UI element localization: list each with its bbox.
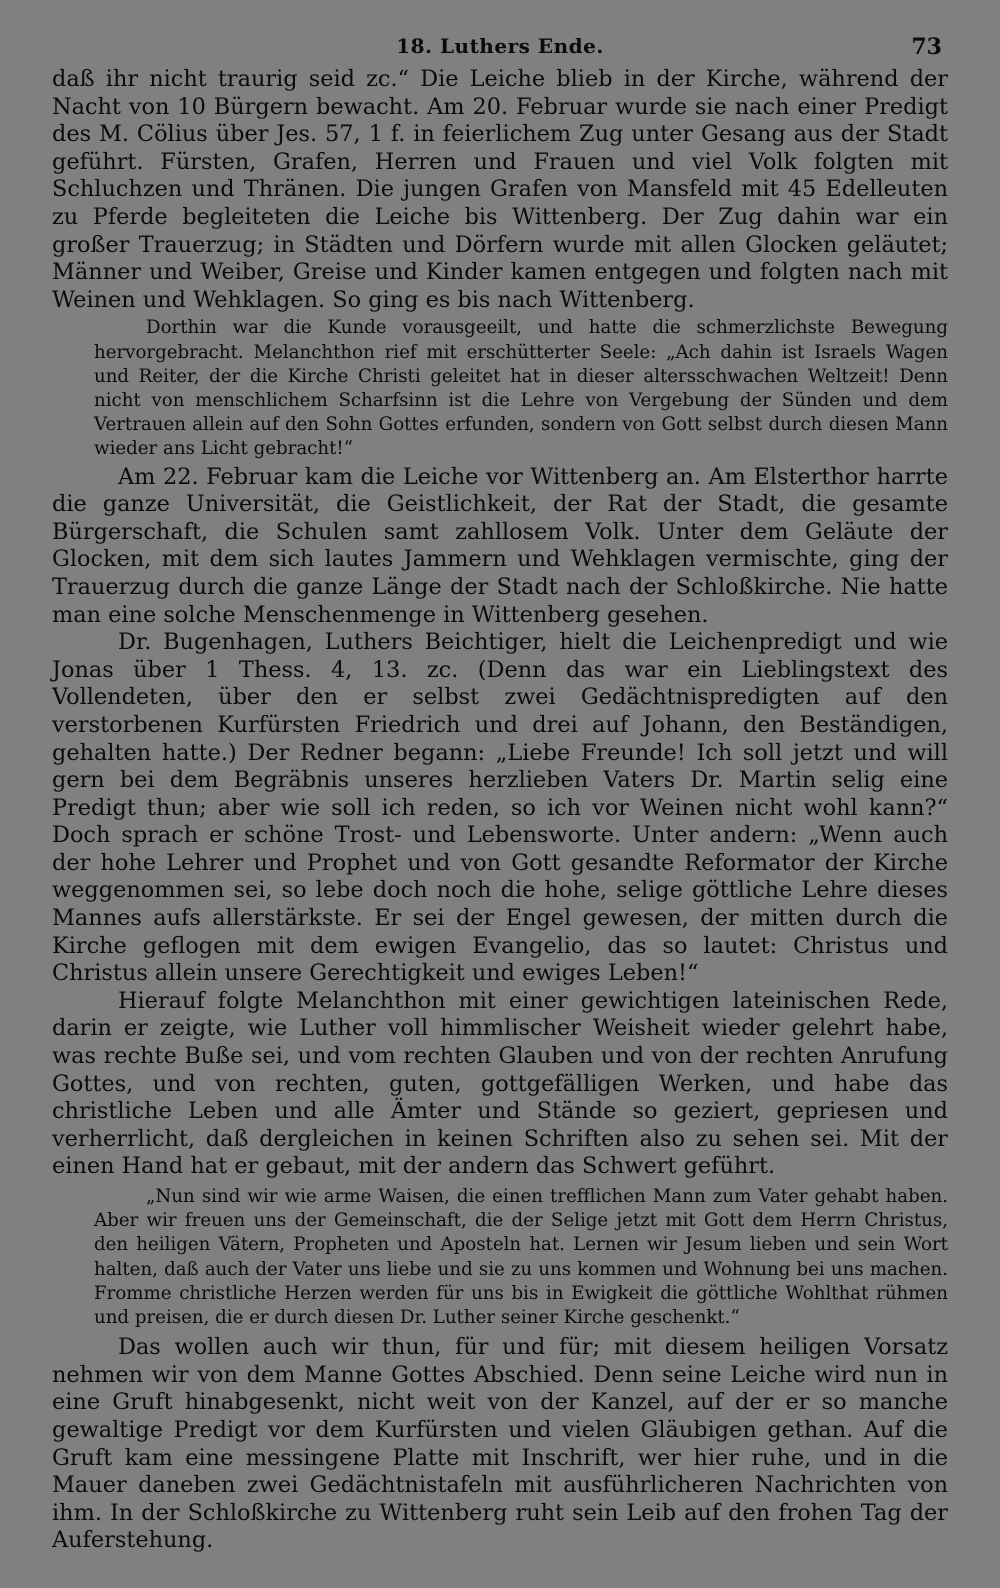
paragraph-arrival-wittenberg: Am 22. Februar kam die Leiche vor Wittenberg an. Am Elsterthor harrte die ganze Universität, die Geistlichkeit, der Rat der Stadt, die gesamte Bürgerschaft, die Schulen samt zahllosem Volk. Unter dem Geläute der Glocken, mit dem sich lautes Jammern und Wehklagen vermischte, ging der Trauerzug durch die ganze Länge der Stadt nach der Schloßkirche. Nie hatte man eine solche Menschenmenge in Wittenberg gesehen. [52, 463, 948, 628]
running-header [52, 30, 948, 66]
quote-melanchthon-lament: Dorthin war die Kunde vorausgeeilt, und hatte die schmerzlichste Bewegung hervorgebracht. Melanchthon rief mit erschütterter Seele: „Ach dahin ist Israels Wagen und Reiter, der die Kirche Christi geleitet hat in dieser altersschwachen Weltzeit! Denn nicht von menschlichem Scharfsinn ist die Lehre von Vergebung der Sünden und dem Vertrauen allein auf den Sohn Gottes erfunden, sondern von Gott selbst durch diesen Mann wieder ans Licht gebracht!“ [94, 317, 948, 460]
paragraph-funeral-procession: daß ihr nicht traurig seid zc.“ Die Leiche blieb in der Kirche, während der Nacht von 10 Bürgern bewacht. Am 20. Februar wurde sie nach einer Predigt des M. Cölius über Jes. 57, 1 f. in feierlichem Zug unter Gesang aus der Stadt geführt. Fürsten, Grafen, Herren und Frauen und viel Volk folgten mit Schluchzen und Thränen. Die jungen Grafen von Mansfeld mit 45 Edelleuten zu Pferde begleiteten die Leiche bis Wittenberg. Der Zug dahin war ein großer Trauerzug; in Städten und Dörfern wurde mit allen Glocken geläutet; Männer und Weiber, Greise und Kinder kamen entgegen und folgten nach mit Weinen und Wehklagen. So ging es bis nach Wittenberg. [52, 66, 948, 313]
chapter-title: 18. Luthers Ende. [396, 34, 604, 58]
paragraph-bugenhagen-sermon: Dr. Bugenhagen, Luthers Beichtiger, hielt die Leichenpredigt und wie Jonas über 1 Thess. 4, 13. zc. (Denn das war ein Lieblingstext des Vollendeten, über den er selbst zwei Gedächtnispredigten auf den verstorbenen Kurfürsten Friedrich und drei auf Johann, den Beständigen, gehalten hatte.) Der Redner begann: „Liebe Freunde! Ich soll jetzt und will gern bei dem Begräbnis unseres herzlieben Vaters Dr. Martin selig eine Predigt thun; aber wie soll ich reden, so ich vor Weinen nicht wohl kann?“ Doch sprach er schöne Trost- und Lebensworte. Unter andern: „Wenn auch der hohe Lehrer und Prophet und von Gott gesandte Reformator der Kirche weggenommen sei, so lebe doch noch die hohe, selige göttliche Lehre dieses Mannes aufs allerstärkste. Er sei der Engel gewesen, der mitten durch die Kirche geflogen mit dem ewigen Evangelio, das so lautet: Christus und Christus allein unsere Gerechtigkeit und ewiges Leben!“ [52, 629, 948, 987]
paragraph-melanchthon-oration: Hierauf folgte Melanchthon mit einer gewichtigen lateinischen Rede, darin er zeigte, wie Luther voll himmlischer Weisheit wieder gelehrt habe, was rechte Buße sei, und vom rechten Glauben und von der rechten Anrufung Gottes, und von rechten, guten, gottgefälligen Werken, und habe das christliche Leben und alle Ämter und Stände so geziert, gepriesen und verherrlicht, daß dergleichen in keinen Schriften also zu sehen sei. Mit der einen Hand hat er gebaut, mit der andern das Schwert geführt. [52, 987, 948, 1180]
paragraph-burial: Das wollen auch wir thun, für und für; mit diesem heiligen Vorsatz nehmen wir von dem Manne Gottes Abschied. Denn seine Leiche wird nun in eine Gruft hinabgesenkt, nicht weit von der Kanzel, auf der er so manche gewaltige Predigt vor dem Kurfürsten und vielen Gläubigen gethan. Auf die Gruft kam eine messingene Platte mit Inschrift, wer hier ruhe, und in die Mauer daneben zwei Gedächtnistafeln mit ausführlicheren Nachrichten von ihm. In der Schloßkirche zu Wittenberg ruht sein Leib auf den frohen Tag der Auferstehung. [52, 1334, 948, 1554]
quote-orphans: „Nun sind wir wie arme Waisen, die einen trefflichen Mann zum Vater gehabt haben. Aber wir freuen uns der Gemeinschaft, die der Selige jetzt mit Gott dem Herrn Christus, den heiligen Vätern, Propheten und Aposteln hat. Lernen wir Jesum lieben und sein Wort halten, daß auch der Vater uns liebe und sie zu uns kommen und Wohnung bei uns machen. Fromme christliche Herzen werden für uns bis in Ewigkeit die göttliche Wohlthat rühmen und preisen, die er durch diesen Dr. Luther seiner Kirche geschenkt.“ [94, 1186, 948, 1329]
book-page [52, 30, 948, 1555]
page-number: 73 [911, 34, 942, 60]
